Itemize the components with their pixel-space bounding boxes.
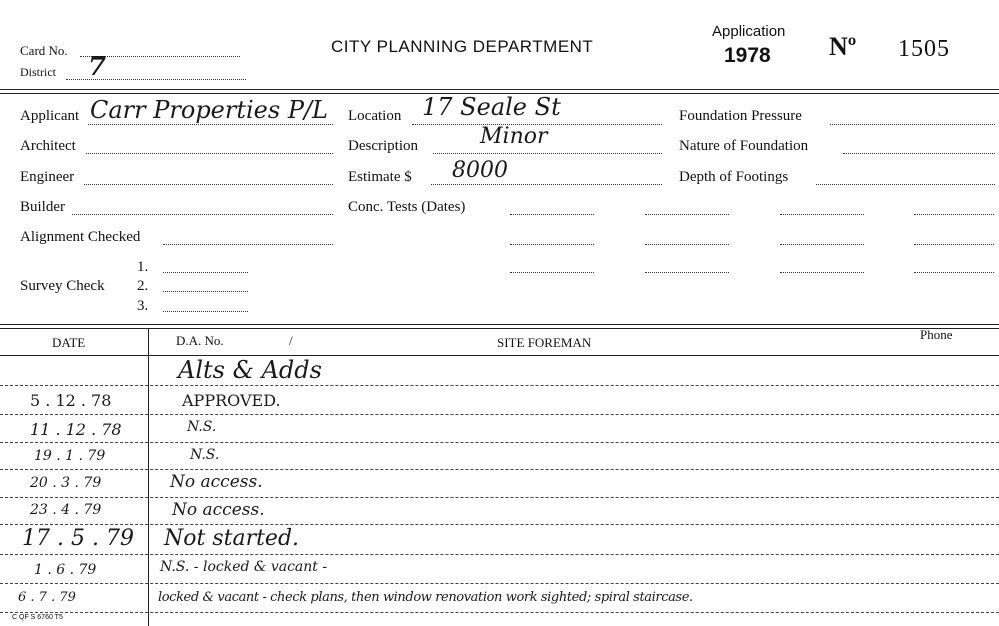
architect-label: Architect (20, 138, 76, 154)
row-line (0, 442, 999, 443)
log-date: 20 . 3 . 79 (30, 475, 102, 491)
survey-label: Survey Check (20, 278, 105, 294)
conc-line-c1 (780, 214, 864, 215)
applicant-label: Applicant (20, 108, 80, 124)
engineer-label: Engineer (20, 169, 75, 185)
log-header-rule (0, 355, 999, 356)
da-mark: / (289, 333, 293, 348)
conc-line-c2 (780, 244, 864, 245)
architect-line (86, 153, 333, 154)
conc-line-a2 (510, 244, 594, 245)
survey-num-2: 2. (137, 278, 149, 294)
log-date: 6 . 7 . 79 (18, 590, 76, 605)
row-line (0, 583, 999, 584)
conc-line-b1 (645, 214, 729, 215)
log-entry: APPROVED. (182, 391, 281, 410)
conc-line-d2 (914, 244, 994, 245)
log-entry: No access. (170, 472, 263, 492)
survey-line-3 (163, 311, 248, 312)
log-date: 17 . 5 . 79 (22, 526, 134, 551)
depth-footings-line (816, 184, 995, 185)
site-foreman-header: SITE FOREMAN (497, 335, 592, 350)
nature-foundation-line (843, 153, 995, 154)
log-entry: N.S. (187, 419, 217, 435)
builder-label: Builder (20, 199, 65, 215)
log-rule-bottom (0, 328, 999, 329)
application-year: 1978 (724, 44, 771, 67)
conc-line-b3 (645, 272, 729, 273)
da-no-header: D.A. No. (176, 333, 224, 348)
date-header: DATE (52, 335, 86, 350)
survey-num-1: 1. (137, 259, 149, 275)
foundation-pressure-line (830, 124, 995, 125)
district-label: District (20, 65, 56, 79)
estimate-line (431, 184, 662, 185)
conc-line-d1 (914, 214, 994, 215)
number-symbol: Nº (829, 32, 857, 61)
survey-line-1 (163, 272, 248, 273)
foundation-pressure-label: Foundation Pressure (679, 108, 802, 124)
row-line (0, 554, 999, 555)
log-entry: Alts & Adds (178, 356, 322, 384)
depth-footings-label: Depth of Footings (679, 169, 789, 185)
log-entry: locked & vacant - check plans, then window renovation work sighted; spiral staircase. (158, 590, 693, 605)
log-date: 11 . 12 . 78 (30, 420, 122, 439)
builder-line (72, 214, 333, 215)
description-label: Description (348, 138, 418, 154)
estimate-label: Estimate $ (348, 169, 412, 185)
alignment-label: Alignment Checked (20, 229, 141, 245)
alignment-line (163, 244, 333, 245)
district-value: 7 (88, 52, 107, 82)
row-line (0, 469, 999, 470)
log-entry: Not started. (164, 526, 300, 551)
log-entry: N.S. (190, 447, 220, 463)
header-rule-top (0, 89, 999, 90)
row-line (0, 524, 999, 525)
form-code: C QF S 6760 T5 (12, 614, 63, 621)
log-date: 23 . 4 . 79 (30, 502, 102, 518)
log-divider-date (148, 328, 149, 626)
row-line (0, 385, 999, 386)
engineer-line (84, 184, 333, 185)
district-line (66, 79, 246, 80)
location-value: 17 Seale St (422, 93, 561, 121)
application-number: 1505 (898, 36, 950, 62)
log-entry: N.S. - locked & vacant - (160, 559, 328, 575)
applicant-line (88, 124, 333, 125)
conc-line-a3 (510, 272, 594, 273)
conc-line-d3 (914, 272, 994, 273)
log-date: 1 . 6 . 79 (34, 562, 97, 578)
conc-line-a1 (510, 214, 594, 215)
survey-num-3: 3. (137, 298, 149, 314)
phone-header: Phone (920, 327, 953, 342)
estimate-value: 8000 (452, 158, 508, 183)
row-line (0, 497, 999, 498)
conc-tests-label: Conc. Tests (Dates) (348, 199, 466, 215)
description-line (433, 153, 662, 154)
row-line (0, 612, 999, 613)
description-value: Minor (480, 124, 548, 149)
survey-line-2 (163, 291, 248, 292)
conc-line-b2 (645, 244, 729, 245)
department-title: CITY PLANNING DEPARTMENT (331, 37, 594, 56)
applicant-value: Carr Properties P/L (90, 96, 328, 124)
location-label: Location (348, 108, 402, 124)
application-label: Application (712, 23, 786, 40)
log-date: 5 . 12 . 78 (30, 391, 112, 410)
nature-foundation-label: Nature of Foundation (679, 138, 809, 154)
card-no-label: Card No. (20, 43, 68, 58)
log-date: 19 . 1 . 79 (34, 448, 106, 464)
row-line (0, 414, 999, 415)
log-rule-top (0, 324, 999, 325)
conc-line-c3 (780, 272, 864, 273)
log-entry: No access. (172, 500, 265, 520)
